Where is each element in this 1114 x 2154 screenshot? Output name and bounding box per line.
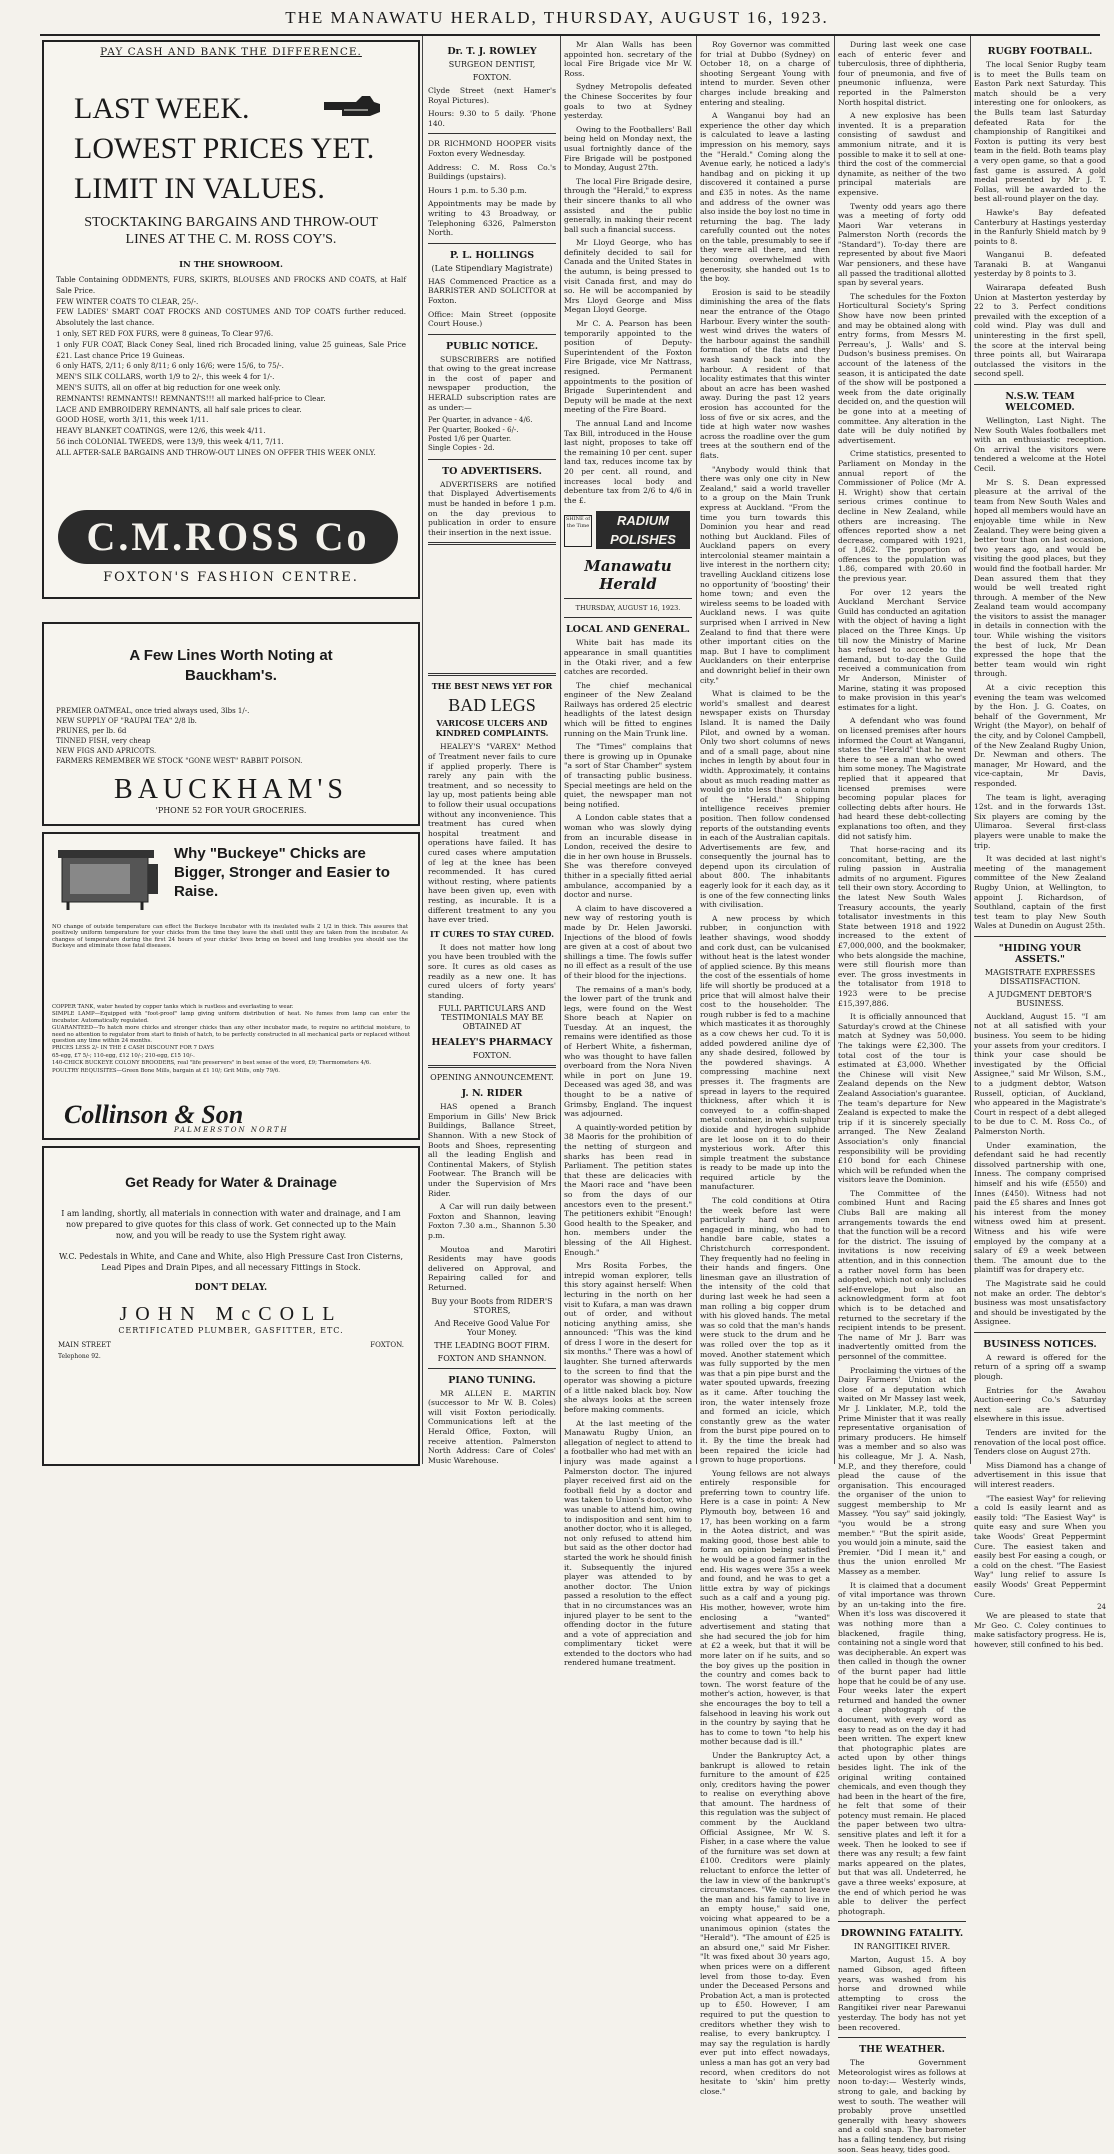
article: The team is light, averaging 12st. and in the forwards 13st. Six players are coming by the Ulimaroa. Several first-class players were unable to make the trip.	[974, 792, 1106, 850]
healey-cures: IT CURES TO STAY CURED.	[430, 928, 554, 939]
ross-item: 56 inch COLONIAL TWEEDS, were 13/9, this week 4/11, 7/11.	[56, 436, 284, 446]
article: A defendant who was found on licensed premises after hours informed the Court at Wanganui, states the "Herald" that he went there to see a man who owed him some money. The Magistrate replied that it appeared that licensed premises were becoming popular places for collecting debts after hours. He had heard these debt-collecting explanations too often, and they did not satisfy him.	[838, 716, 966, 841]
ross-item: HEAVY BLANKET COATINGS, were 12/6, this week 4/11.	[56, 426, 266, 436]
rider-firm: THE LEADING BOOT FIRM.	[434, 1340, 550, 1350]
article: Wairarapa defeated Bush Union at Masterton yesterday by 22 to 3. Perfect conditions prevailed with the exception of a cold wind. Play was dull and uninteresting in the first spell, the score at the interval being three points all, but Wairarapa outclassed the visitors in the second spell.	[974, 283, 1106, 379]
article: Mr S. S. Dean expressed pleasure at the arrival of the team from New South Wales and hoped all members would have an enjoyable time while in New Zealand. They were being given a better tour than on last occasion, two years ago, and would be visiting the good places, but they would find the football harder. Mr Dean assured them that they would be well treated right through. A member of the New Zealand team would accompany the visitors to assist the manager in details in connection with the tour. While wishing the visitors the best of luck, Mr Dean expressed the hope that the better team would win right through.	[974, 477, 1106, 679]
mccoll-delay: DON'T DELAY.	[194, 1283, 268, 1293]
buckeye-feature-list	[52, 1004, 410, 1074]
buckeye-feature: 140-CHICK BUCKEYE COLONY BROODERS, real "life preservers" in best sense of the word, £9; Thermometers 4/6.	[52, 1060, 371, 1067]
dateline: THURSDAY, AUGUST 16, 1923.	[575, 604, 681, 613]
masthead-rule	[40, 34, 1100, 36]
rider-title: OPENING ANNOUNCEMENT.	[430, 1073, 554, 1083]
article: Young fellows are not always entirely responsible for preferring town to country life. Here is a case in point: A New Plymouth boy, between 16 and 17, has been working on a farm in the Aotea district, and was making good, those best able to form an opinion being satisfied he would be a good farmer in the end. His wages were 35s a week and found, and he was to get a little extra by way of pickings such as a calf and a young pig. His mother, however, wrote him enclosing a "wanted" advertisement and stating that she had secured the job for him at £2 a week, but that it will be more later on if he suits, and so the boy gives up the position in the country and comes back to town. The worst feature of the mother's action, however, is that she encourages the boy to tell a falsehood in leaving his work out in the country by saying that he has to come to town "to help his mother because dad is ill."	[700, 1468, 830, 1747]
buckeye-body: NO change of outside temperature can effect the Buckeye Incubator with its insulated walls 2 1/2 in thick. This assures that positively uniform temperature for your chicks from the time they leave the shell until they are taken from the incubator. As changes of temperature during the first 24 hours of your chicks' lives bring on bowel and lung troubles you should use the Buckeye and eliminate those fatal diseases.	[52, 924, 408, 950]
rider-towns: FOXTON AND SHANNON.	[437, 1353, 547, 1363]
article: Under examination, the defendant said he had recently dissolved partnership with one, Inness. The company comprised himself and his wife (£550) and Innes (£450). Witness had not paid the £5 shares and Innes got his interest from the money witness owed him at present. Witness and his wife were employed by the company at a salary of £9 a week between them. The amount due to the plaintiff was for drapery etc.	[974, 1140, 1106, 1275]
subscription-rate: Per Quarter, in advance - 4/6.	[428, 416, 533, 425]
article: The cold conditions at Otira the week before last were particularly hard on men engaged in mining, who had to handle bare cable, states a Christchurch correspondent. They frequently had no feeling in their hands and fingers. One linesman gave an illustration of the intensity of the cold that during last week he had seen a man rolling a big copper drum with his gloved hands. The metal was so cold that the man's hands were stuck to the drum and he was rolled over the top as it moved. Another statement which was fully supported by the men was that a pin pipe burst and the water spouted upwards, freezing as it came. After touching the iron, the water intensely froze and formed an icicle, which constantly grew as the water from the burst pipe poured on to it. By the time the break had been repaired the icicle had grown to huge proportions.	[700, 1196, 830, 1465]
piano-title: PIANO TUNING.	[448, 1374, 536, 1386]
radium-logo: RADIUM POLISHES	[596, 511, 690, 549]
article: Mr Alan Walls has been appointed hon. secretary of the local Fire Brigade vice Mr W. Ross.	[564, 40, 692, 78]
article: It was decided at last night's meeting of the management committee of the New Zealand Rugby Union, at Wellington, to appoint J. Richardson, of Southland, captain of the first test team to play New South Wales at Dunedin on August 25th.	[974, 854, 1106, 931]
article: For over 12 years the Auckland Merchant Service Guild has conducted an agitation with the object of having a light placed on the Three Kings. Up till now the Ministry of Marine has refused to accede to the demand, but to-day the Guild received a communication from Mr Anderson, Minister of Marine, stating it was proposed to make provision in this year's estimates for a light.	[838, 587, 966, 712]
buckeye-features	[42, 1000, 420, 1140]
mccoll-street: MAIN STREET	[58, 1341, 111, 1349]
column-divider	[696, 36, 697, 1464]
subscription-rate: Single Copies - 2d.	[428, 444, 495, 453]
article: A Wanganui boy had an experience the other day which is calculated to leave a lasting impression on his memory, says the "Herald." Coming along the Avenue early, he noticed a lady's handbag and on picking it up discovered it contained a purse and £35 in notes. As the name and address of the owner was also inside the boy lost no time in returning the bag. The lady carefully counted out the notes on the table, presumably to see if they were all there, and then becoming overwhelmed with generosity, she handed out 1s to the boy.	[700, 111, 830, 284]
mccoll-body: I am landing, shortly, all materials in connection with water and drainage, and I am now prepared to give quotes for this class of work. Get connected up to the Main now, and you will be ready to use the System right away.	[61, 1209, 401, 1240]
article: During last week one case each of enteric fever and tuberculosis, three of diphtheria, four of pneumonia, and five of pneumonic influenza, were reported in the Palmerston North hospital district.	[838, 40, 966, 107]
ross-advertisement	[42, 40, 420, 599]
healey-pharmacy: HEALEY'S PHARMACY	[431, 1037, 553, 1049]
ross-item: ALL AFTER-SALE BARGAINS AND THROW-OUT LINES ON OFFER THIS WEEK ONLY.	[56, 447, 376, 457]
ross-item: FEW LADIES' SMART COAT FROCKS AND COSTUMES AND TOP COATS further reduced. Absolutely the last chance.	[56, 307, 406, 328]
article: It is officially announced that Saturday's crowd at the Chinese match at Sydney was 50,000. The takings were £2,300. The total cost of the tour is estimated at £3,000. Whether the Chinese will visit New Zealand depends on the New Zealand Association's guarantee. The team's departure for New Zealand is expected to make the trip if it is sincerely specially arranged. The New Zealand Association's only financial responsibility will be providing £10 bond for each Chinese which will be refunded when the visitors leave the Dominion.	[838, 1012, 966, 1185]
ross-logo: C.M.ROSS Co	[58, 510, 398, 564]
ross-item: MEN'S SILK COLLARS, worth 1/9 to 2/-, this week 4 for 1/-.	[56, 372, 275, 382]
article: Hawke's Bay defeated Canterbury at Hastings yesterday in the Ranfurly Shield match by 9 points to 8.	[974, 207, 1106, 246]
drowning-heading: DROWNING FATALITY.	[840, 1928, 964, 1940]
public-notice-title: PUBLIC NOTICE.	[445, 340, 539, 352]
hollings-note: (Late Stipendiary Magistrate)	[431, 263, 553, 273]
business-notices-heading: BUSINESS NOTICES.	[983, 1338, 1097, 1350]
rowley-hours: Hours: 9.30 to 5 daily. 'Phone 140.	[428, 109, 556, 128]
ross-footer: FOXTON'S FASHION CENTRE.	[103, 570, 359, 585]
column-divider	[560, 36, 561, 1464]
rider-car: A Car will run daily between Foxton and Shannon, leaving Foxton 7.30 a.m., Shannon 5.30 p.m.	[428, 1202, 556, 1240]
article: Crime statistics, presented to Parliament on Monday in the annual report of the Commissioner of Police (Mr A. H. Wright) show that certain serious crimes continue to decline in New Zealand, while others are increasing. The offences reported show a net decrease, compared with 1921, of 1,862. The proportion of offences to the population was 1.86, compared with 20.60 in the previous year.	[838, 449, 966, 584]
mccoll-trade: CERTIFICATED PLUMBER, GASFITTER, ETC.	[118, 1326, 344, 1335]
buckeye-advertisement	[42, 832, 420, 1004]
ross-item: 6 only HATS, 2/11; 6 only 8/11; 6 only 16/6; were 15/6, to 75/-.	[56, 361, 284, 371]
article: White bait has made its appearance in small quantities in the Otaki river, and a few catches are recorded.	[564, 638, 692, 677]
article: Auckland, August 15. "I am not at all satisfied with your business. You seem to be hiding your assets from your creditors. I think your case should be investigated by the Official Assignee," said Mr Wilson, S.M., to a judgment debtor, Watson Russell, optician, of Auckland, who appeared in the Magistrate's Court in respect of a debt alleged to be due to C. M. Ross Co., of Palmerston North.	[974, 1011, 1106, 1136]
article: Owing to the Footballers' Ball being held on Monday next, the usual fortnightly dance of the Fire Brigade will be postponed to Monday, August 27th.	[564, 124, 692, 173]
hollings-body: HAS Commenced Practice as a BARRISTER AND SOLICITOR at Foxton.	[428, 276, 556, 305]
local-general-heading: LOCAL AND GENERAL.	[565, 624, 690, 636]
healey-town: FOXTON.	[472, 1051, 512, 1061]
notice-number: 24	[1097, 1603, 1106, 1612]
subscription-rates	[428, 416, 556, 454]
radium-advertisement	[564, 509, 692, 553]
healey-title-1: THE BEST NEWS YET FOR	[431, 681, 553, 692]
drowning-subheading: IN RANGITIKEI RIVER.	[853, 1942, 951, 1952]
ross-item: MEN'S SUITS, all on offer at big reduction for one week only.	[56, 382, 281, 392]
column-divider	[422, 36, 423, 1464]
hiding-assets-sub-2: A JUDGMENT DEBTOR'S BUSINESS.	[988, 989, 1092, 1008]
page-masthead: THE MANAWATU HERALD, THURSDAY, AUGUST 16, 1923.	[285, 8, 829, 27]
article: At a civic reception this evening the team was welcomed by the Hon. J. G. Coates, on behalf of the Government, Mr Wright (the Mayor), on behalf of the city, and by Colonel Campbell, of the New Zealand Rugby Union, Dr. Newman and others. The manager, Mr Howard, and the vice-captain, Mr Davis, responded.	[974, 683, 1106, 788]
article: A new process by which rubber, in conjunction with leather shavings, wood shoddy and cork dust, can be vulcanised without heat is the latest wonder of applied science. By this means the cost of the essentials of home life will shortly be produced at a price that will almost halve their cost to the householder. The rough rubber is fed to a machine which masticates it as thoroughly as a cow chews her cud. To it is added powdered aniline dye of any shade desired, followed by the powdered shavings. A compressing machine next presses it. The fragments are spread in layers to the required thickness, after which it is conveyed to a coffin-shaped metal container, in which sulphur dioxide and hydrogen sulphide are let loose on it to do their mysterious work. After this simple treatment the substance is ready to be made up into the required article by the manufacturer.	[700, 913, 830, 1192]
article: We are pleased to state that Mr Geo. C. Coley continues to make satisfactory progress. He is, however, still confined to his bed.	[974, 1611, 1106, 1649]
bauckham-line: PRUNES, per lb. 6d	[56, 727, 127, 735]
healey-footer: FULL PARTICULARS AND TESTIMONIALS MAY BE OBTAINED AT	[438, 1004, 546, 1032]
ross-item: LACE AND EMBROIDERY REMNANTS, all half sale prices to clear.	[56, 404, 302, 414]
article: Entries for the Awahou Auction-eering Co.'s Saturday next sale are advertised elsewhere in this issue.	[974, 1385, 1106, 1424]
healey-title-3: VARICOSE ULCERS AND KINDRED COMPLAINTS.	[435, 718, 549, 739]
healey-title-2: BAD LEGS	[448, 695, 536, 716]
article: The local Senior Rugby team is to meet the Bulls team on Easton Park next Saturday. This match should be a very interesting one for onlookers, as the Bulls team last Saturday defeated Rata for the championship of Rangitikei and Foxton is putting its very best team in the field. Both teams play a very open game, so that a good fast game is assured. A gold medal presented by Mr J. T. Follas, will be awarded to the best all-round player on the day.	[974, 60, 1106, 204]
ross-item: GOOD HOSE, worth 3/11, this week 1/11.	[56, 415, 209, 425]
rider-name: J. N. RIDER	[461, 1088, 523, 1100]
bauckham-line: NEW SUPPLY OF "RAUPAI TEA" 2/8 lb.	[56, 717, 197, 725]
hiding-assets-heading: "HIDING YOUR ASSETS."	[998, 942, 1082, 965]
column-5	[700, 40, 830, 2096]
pointing-hand-icon	[322, 90, 382, 122]
article: Twenty odd years ago there was a meeting of forty odd Maori War veterans in Palmerston North (records the "Standard"). To-day there are represented by about five Maori War pensioners, and these have all passed the traditional allotted span by several years.	[838, 201, 966, 288]
article: Under the Bankruptcy Act, a bankrupt is allowed to retain furniture to the amount of £25 only, creditors having the power to realise on everything above that amount. The hardness of this regulation was the subject of comment by the Auckland Official Assignee, Mr W. S. Fisher, in a case where the value of the furniture was set down at £100. Creditors were plainly reluctant to enforce the letter of the law in view of the bankrupt's circumstances. "We cannot leave the man and his family to live in an empty house," said one, voicing what appeared to be a unanimous opinion (states the "Herald"). "The amount of £25 is an absurd one," said Mr Fisher. "It was fixed about 30 years ago, when prices were on a different level from those to-day. Even under the Deceased Persons and Probation Act, a man is protected up to £50. However, I am required to put the question to creditors whether they wish to realise, to every bankruptcy. I may say the regulation is hardly ever put into effect nowadays, unless a man has got an very bad record, when creditors do not hesitate to 'skin' him pretty close."	[700, 1750, 830, 2096]
article: Mr Lloyd George, who has definitely decided to sail for Canada and the United States in the autumn, is being pressed to visit Canada first, and may do so. He will be accompanied by Mrs Lloyd George and Miss Megan Lloyd George.	[564, 238, 692, 315]
article: Tenders are invited for the renovation of the local post office. Tenders close on August 27th.	[974, 1428, 1106, 1457]
article: "The easiest Way" for relieving a cold Is easily learnt and as easily told: "The Easiest Way" is quite easy and sure When you take Woods' Great Peppermint Cure. The easiest taken and easily best For easing a cough, or a cold on the chest. "The Easiest Way" lung relief to assure Is easily Woods' Great Peppermint Cure.	[974, 1493, 1106, 1599]
article: The schedules for the Foxton Horticultural Society's Spring Show have now been printed and may be obtained along with entry forms, from Messrs M. Perreau's, J. Walls' and S. Dudson's business premises. On account of the lateness of the season, it is anticipated the date of the show will be postponed a week from the date originally decided on, and the question will be gone into at a meeting of committee. Any alteration in the date will be duly notified by advertisement.	[838, 291, 966, 445]
advertisers-title: TO ADVERTISERS.	[442, 465, 542, 477]
column-7	[974, 40, 1106, 1649]
mccoll-advertisement	[42, 1146, 420, 1466]
buckeye-feature: 65-egg, £7 5/-; 110-egg, £12 10/-; 210-egg, £15 10/-.	[52, 1052, 195, 1059]
ross-item: FEW WINTER COATS TO CLEAR, 25/-.	[56, 296, 199, 306]
ross-tagline: PAY CASH AND BANK THE DIFFERENCE.	[100, 46, 362, 58]
column-6	[838, 40, 966, 2154]
article: What is claimed to be the world's smallest and dearest newspaper exists on Thursday Island. It is named the Daily Pilot, and owned by a woman. Only two short columns of news and of a small page, about nine inches in length by about four in width. Approximately, it contains about as much reading matter as would go into less than a column of the "Herald." Shipping intelligence receives premier position. Then follow condensed reports of the outstanding events in each of the Australian capitals. Advertisements are few, and consequently the journal has to depend upon its circulation of about 800. The inhabitants eagerly look for it each day, as it is one of the few connecting links with civilisation.	[700, 689, 830, 910]
ross-item: Table Containing ODDMENTS, FURS, SKIRTS, BLOUSES AND FROCKS AND COATS, at Half Sale Price.	[56, 275, 406, 295]
buckeye-feature: GUARANTEED—To hatch more chicks and stronger chicks than any other incubator made, to require no artificial moisture, to need no attention to regulator from start to finish of hatch, to be perfectly constructed in all mechanical parts or replaced without question any time within 24 months.	[52, 1025, 410, 1045]
article: Miss Diamond has a change of advertisement in this issue that will interest readers.	[974, 1460, 1106, 1489]
piano-body: MR ALLEN E. MARTIN (successor to Mr W. B. Coles) will visit Foxton periodically. Communications left at the Herald Office, Foxton, will receive attention. Palmerston North Address: Care of Coles' Music Warehouse.	[428, 1388, 556, 1465]
buckeye-title: Why "Buckeye" Chicks are Bigger, Stronger and Easier to Raise.	[174, 845, 390, 900]
article: Proclaiming the virtues of the Dairy Farmers' Union at the close of a deputation which waited on Mr Massey last week, Mr J. Linklater, M.P., told the Prime Minister that it was really representative organisation of primary producers. He himself was a member and so also was his colleague, Mr J. A. Nash, M.P., and they therefore, could plead the cause of the organisation. This encouraged the organiser of the union to suggest membership to Mr Massey. "You say" said jokingly, "you would be a strong member." "But the spirit aside, you would join a minute, said the Premier. "Did I mean it," and thus the union enrolled Mr Massey as a member.	[838, 1365, 966, 1577]
rowley-role: SURGEON DENTIST,	[448, 60, 536, 69]
rowley-town: FOXTON.	[472, 73, 512, 82]
article: Wanganui B. defeated Taranaki B. at Wanganui yesterday by 8 points to 3.	[974, 250, 1106, 279]
buckeye-feature: SIMPLE LAMP—Equipped with "foot-proof" lamp giving uniform distribution of heat. No fumes from lamp can enter the incubator. Automatically regulated.	[52, 1011, 410, 1024]
hollings-name: P. L. HOLLINGS	[449, 249, 535, 261]
ross-item: REMNANTS! REMNANTS!! REMNANTS!!! all marked half-price to Clear.	[56, 393, 326, 403]
rider-buy: Buy your Boots from RIDER'S STORES,	[431, 1296, 553, 1315]
rider-body-2: Moutoa and Marotiri Residents may have goods delivered on Approval, and Repairing called for and Returned.	[428, 1244, 556, 1292]
ross-item: 1 only, SET RED FOX FURS, were 8 guineas, To Clear 97/6.	[56, 328, 274, 338]
article: The local Fire Brigade desire, through the "Herald," to express their sincere thanks to all who assisted and the public generally, in making their recent ball such a financial success.	[564, 176, 692, 234]
subscription-rate: Posted 1/6 per Quarter.	[428, 435, 512, 444]
ross-headline-1: LAST WEEK.	[74, 92, 250, 125]
article: The remains of a man's body, the lower part of the trunk and legs, were found on the West Shore beach at Napier on Tuesday. At an inquest, the remains were identified as those of Herbert White, a fisherman, who was thought to have fallen overboard from the Nora Niven while in port on June 19. Deceased was aged 38, and was thought to be a native of Grimsby, England. The inquest was adjourned.	[564, 984, 692, 1119]
article: A quaintly-worded petition by 38 Maoris for the prohibition of the netting of sturgeon and sharks has been read in Parliament. The petition states that these are delicacies with the Maori race and "have been so from the days of our ancestors even to the present." The petitioners exhibit "Enough! Good health to the Speaker, and hon. members under the blessing of the All Highest. Enough."	[564, 1122, 692, 1257]
bauckham-title: A Few Lines Worth Noting at Bauckham's.	[129, 647, 333, 684]
rowley-name: Dr. T. J. ROWLEY	[447, 46, 537, 57]
bauckham-line: PREMIER OATMEAL, once tried always used, 3lbs 1/-.	[56, 707, 250, 715]
buckeye-feature: PRICES LESS 2/- IN THE £ CASH DISCOUNT FOR 7 DAYS	[52, 1045, 214, 1052]
article: Sydney Metropolis defeated the Chinese Soccerites by four goals to two at Sydney yesterday.	[564, 82, 692, 121]
article: A new explosive has been invented. It is a preparation consisting of sawdust and ammonium nitrate, and it is possible to make it to sell at one-third the cost of the commercial dynamite, as neither of the two principal materials are expensive.	[838, 111, 966, 197]
buckeye-feature: COPPER TANK, water heated by copper tanks which is rustless and everlasting to wear.	[52, 1004, 294, 1010]
article: The Magistrate said he could not make an order. The debtor's business was most unsatisfactory and should be investigated by the Assignee.	[974, 1278, 1106, 1327]
buckeye-feature: POULTRY REQUISITES—Green Bone Mills, bargain at £1 10/; Grit Mills, only 79/6.	[52, 1067, 281, 1074]
advertisers-body: ADVERTISERS are notified that Displayed Advertisements must be handed in before 1 p.m. on the day previous to publication in order to ensure their insertion in the next issue.	[428, 479, 556, 537]
ross-headline-3: LIMIT IN VALUES.	[74, 172, 325, 205]
bauckham-line-list	[56, 706, 406, 766]
weather-heading: THE WEATHER.	[859, 2044, 945, 2056]
rugby-heading: RUGBY FOOTBALL.	[987, 46, 1093, 57]
ross-item-list	[56, 275, 406, 459]
column-divider	[834, 36, 835, 1464]
hooper-hours: Hours 1 p.m. to 5.30 p.m.	[428, 185, 527, 195]
article: At the last meeting of the Manawatu Rugby Union, an allegation of neglect to attend to a footballer who had met with an injury was made against a Palmerston doctor. The injured player received first aid on the football field by a doctor and was taken to Union's doctor, who was unable to attend him, owing to indisposition and sent him to another doctor, who it is alleged, not only refused to attend him but said as the other doctor had started the work he should finish it. Subsequently the injured player was attended to by another doctor. The Union passed a resolution to the effect that in no circumstances was an injured player to be sent to the offending doctor in the future and a vote of appreciation and complimentary ticket were extended to the doctors who had rendered humane treatment.	[564, 1418, 692, 1668]
shine-label: SHINE of the Time	[564, 515, 592, 547]
article: The "Times" complains that there is growing up in Opunake "a sort of Star Chamber" system of transacting public business. Special meetings are held on the quiet, the newspaper man not being notified.	[564, 742, 692, 809]
collinson-logo: Collinson & Son	[64, 1100, 244, 1129]
article: A reward is offered for the return of a spring off a swamp plough.	[974, 1352, 1106, 1382]
ross-showroom-heading: IN THE SHOWROOM.	[179, 260, 283, 270]
article: Roy Governor was committed for trial at Dubbo (Sydney) on October 18, on a charge of shooting Sergeant Young with intend to murder. Seven other charges include breaking and entering and stealing.	[700, 40, 830, 107]
mccoll-name: JOHN McCOLL	[119, 1303, 343, 1325]
mccoll-phone: Telephone 92.	[58, 1353, 101, 1360]
article: The annual Land and Income Tax Bill, introduced in the House last night, proposes to take off the remaining 10 per cent. super land tax, reduces income tax by 20 per cent. all round, and increases local body and debenture tax from 2/6 to 4/6 in the £.	[564, 418, 692, 505]
article: Mr C. A. Pearson has been temporarily appointed to the position of Deputy-Superintendent of the Foxton Fire Brigade, vice Mr Nattrass, resigned. Permanent appointments to the position of Brigade Superintendent and Deputy will be made at the next meeting of the Fire Board.	[564, 319, 692, 415]
article: That horse-racing and its concomitant, betting, are the ruling passion in Australia admits of no argument. Figures tell their own story. According to the latest New South Wales Treasury accounts, the yearly totalisator investments in this State between 1918 and 1922 increased to the extent of £7,000,000, and the bookmaker, who bets alongside the machine, were still flourish more than ever. The gross investments in the totalisator from 1918 to 1923 were to be precise £15,397,886.	[838, 845, 966, 1008]
rider-body: HAS opened a Branch Emporium in Gills' New Brick Buildings, Ballance Street, Shannon. With a new Stock of Boots and Shoes, representing all the leading English and Continental Makers, of Stylish Footwear. The Branch will be under the Supervision of Mrs Rider.	[428, 1102, 556, 1198]
bauckham-line: NEW FIGS AND APRICOTS.	[56, 747, 157, 755]
healey-body-2: It does not matter how long you have been troubled with the sore. It cures as old cases as readily as a new one. It has cured ulcers of forty years' standing.	[428, 942, 556, 1000]
article: Wellington, Last Night. The New South Wales footballers met with an enthusiastic reception. On arrival the visitors were tendered a welcome at the Hotel Cecil.	[974, 416, 1106, 473]
column-divider	[970, 36, 971, 1464]
article: A London cable states that a woman who was slowly dying from an incurable disease in London, received the desire to die in her own house in Brussels. She was therefore conveyed thither in a specially fitted aerial ambulance, accompanied by a doctor and nurse.	[564, 813, 692, 900]
hiding-assets-sub-1: MAGISTRATE EXPRESSES DISSATISFACTION.	[984, 967, 1096, 986]
hooper-address: Address: C. M. Ross Co.'s Buildings (upstairs).	[428, 162, 556, 182]
incubator-icon	[54, 842, 164, 912]
healey-body: HEALEY'S "VAREX" Method of Treatment never fails to cure if applied properly. There is rarely any pain with the treatment, and so necessity to lay up, most patients being able to follow their usual occupations without any inconvenience. This treatment has cured when hospital treatment and operations have failed. It has cured cases where amputation of leg at the knee has been recommended. It has cured without resting, where patients have been given up, even with resting, as incurable. It is a different treatment to any you have ever tried.	[428, 742, 556, 925]
column-4	[564, 40, 692, 1668]
article: The chief mechanical engineer of the New Zealand Railways has ordered 25 electric headlights of the latest design which will be fitted to engines running on the Main Trunk line.	[564, 680, 692, 738]
nameplate: Manawatu Herald	[584, 557, 672, 594]
article: The Committee of the combined Hunt and Racing Clubs Ball are making all arrangements towards the end that the function will be a record for the district. The issuing of invitations is now receiving attention, and in this connection a rather novel form has been adopted, which not only includes self-envelope, but also an acknowledgment form at foot which is to be detached and returned to the secretary if the recipient intends to be present. The name of Mr J. Barr was inadvertently omitted from the personnel of the committee.	[838, 1188, 966, 1361]
bauckham-advertisement	[42, 622, 420, 826]
bauckham-line: TINNED FISH, very cheap	[56, 737, 151, 745]
hooper-appointments: Appointments may be made by writing to 43 Broadway, or Telephoning 6326, Palmerston North.	[428, 199, 556, 238]
mccoll-title: Get Ready for Water & Drainage	[125, 1174, 337, 1190]
hollings-office: Office: Main Street (opposite Court House.)	[428, 309, 556, 329]
nsw-heading: N.S.W. TEAM WELCOMED.	[1005, 391, 1075, 413]
public-notice-body: SUBSCRIBERS are notified that owing to the great increase in the cost of paper and newspaper production, the HERALD subscription rates are as under:—	[428, 354, 556, 412]
article: Erosion is said to be steadily diminishing the area of the flats near the entrance of the Otago Harbour. Every winter the south-west wind drives the waters of the harbour against the sandhill formation of the flats and they wash sandy back into the harbour. A resident of that locality estimates that this winter about an acre has been washed away. During the past 12 years erosion has accounted for the loss of five or six acres, and the tide at high water now washes across the roadline over the gum trees at the southern end of the flats.	[700, 287, 830, 460]
bauckham-phone: 'PHONE 52 FOR YOUR GROCERIES.	[155, 806, 307, 815]
bauckham-name: BAUCKHAM'S	[114, 774, 348, 805]
mccoll-town: FOXTON.	[370, 1341, 404, 1349]
mccoll-body-2: W.C. Pedestals in White, and Cane and White, also High Pressure Cast Iron Cisterns, Lead Pipes and Drain Pipes, and all necessary Fittings in Stock.	[58, 1252, 404, 1272]
collinson-place: PALMERSTON NORTH	[174, 1126, 289, 1134]
article: Mrs Rosita Forbes, the intrepid woman explorer, tells this story against herself: When lecturing in the north on her visit to Kufara, a man was drawn out of order, and without noticing anything amiss, she announced: "This was the kind of dress I wore in the desert for six months." There was a howl of laughter. She turned afterwards to the screen to find that the operator was showing a picture of a little naked black boy. Now she always looks at the screen before making comments.	[564, 1261, 692, 1415]
ross-headline-2: LOWEST PRICES YET.	[74, 132, 375, 165]
bauckham-line: FARMERS REMEMBER WE STOCK "GONE WEST" RABBIT POISON.	[56, 757, 303, 765]
hooper-name: DR RICHMOND HOOPER visits Foxton every Wednesday.	[428, 139, 556, 158]
drowning-body: Marton, August 15. A boy named Gibson, aged fifteen years, was washed from his horse and drowned while attempting to cross the Rangitikei river near Parewanui yesterday. The body has not yet been recovered.	[838, 1955, 966, 2032]
weather-body: The Government Meteorologist wires as follows at noon to-day:— Westerly winds, strong to gale, and backing by west to south. The weather will probably prove unsettled generally with heavy showers and a cold snap. The barometer has a falling tendency, but rising soon. Seas heavy, tides good.	[838, 2058, 966, 2154]
subscription-rate: Per Quarter, Booked - 6/-.	[428, 425, 519, 434]
article: It is claimed that a document of vital importance was thrown by an un-taking into the fire. When it's loss was discovered it was nothing more than a blackened, fragile thing, containing not a single word that was decipherable. An expert was then called in though the owner of the burnt paper had little hope that he could be of any use. Four weeks later the expert returned and handed the owner a clear photograph of the document, with every word as easy to read as on the day it had been written. The expert knew that photographic plates are acted upon by other things besides light. The ink of the original writing contained chemicals, and even though they had been in the heart of the fire, he felt that some of their potency must remain. He placed the paper between two ultra-sensitive plates and left it for a week. Then he looked to see if there was any result; a few faint marks appeared on the plates, but that was all. Undeterred, he gave a three weeks' exposure, at the end of which period he was able to deliver the perfect photograph.	[838, 1580, 966, 1916]
ross-item: 1 only FUR COAT, Black Coney Seal, lined rich Brocaded lining, value 25 guineas, Sale Price £21. Last chance Price 19 Guineas.	[56, 339, 406, 360]
column-3	[428, 40, 556, 1464]
rowley-address: Clyde Street (next Hamer's Royal Pictures).	[428, 86, 556, 105]
rider-value: And Receive Good Value For Your Money.	[434, 1318, 550, 1337]
article: "Anybody would think that there was only one city in New Zealand," said a world traveller to a group on the Main Trunk express at Auckland. "From the time you turn towards this Dominion you hear and read nothing but Auckland. Files of Auckland papers on every intercolonial steamer maintain a live interest in the northern city; travelling Auckland citizens lose no opportunity of 'boosting' their home town; and even the wireless seems to be loaded with Auckland news. I was quite surprised when I arrived in New Zealand to find that there were other important cities on the map. But I have to compliment Aucklanders on their enterprise and downright belief in their own city."	[700, 464, 830, 685]
article: A claim to have discovered a new way of restoring youth is made by Dr. Helen Jaworski. Injections of the blood of fowls are given at a cost of about two shillings a time. The fowls suffer no ill effect as a result of the use of their blood for the injections.	[564, 903, 692, 980]
ross-subheading: STOCKTAKING BARGAINS AND THROW-OUT LINES AT THE C. M. ROSS COY'S.	[84, 215, 378, 247]
